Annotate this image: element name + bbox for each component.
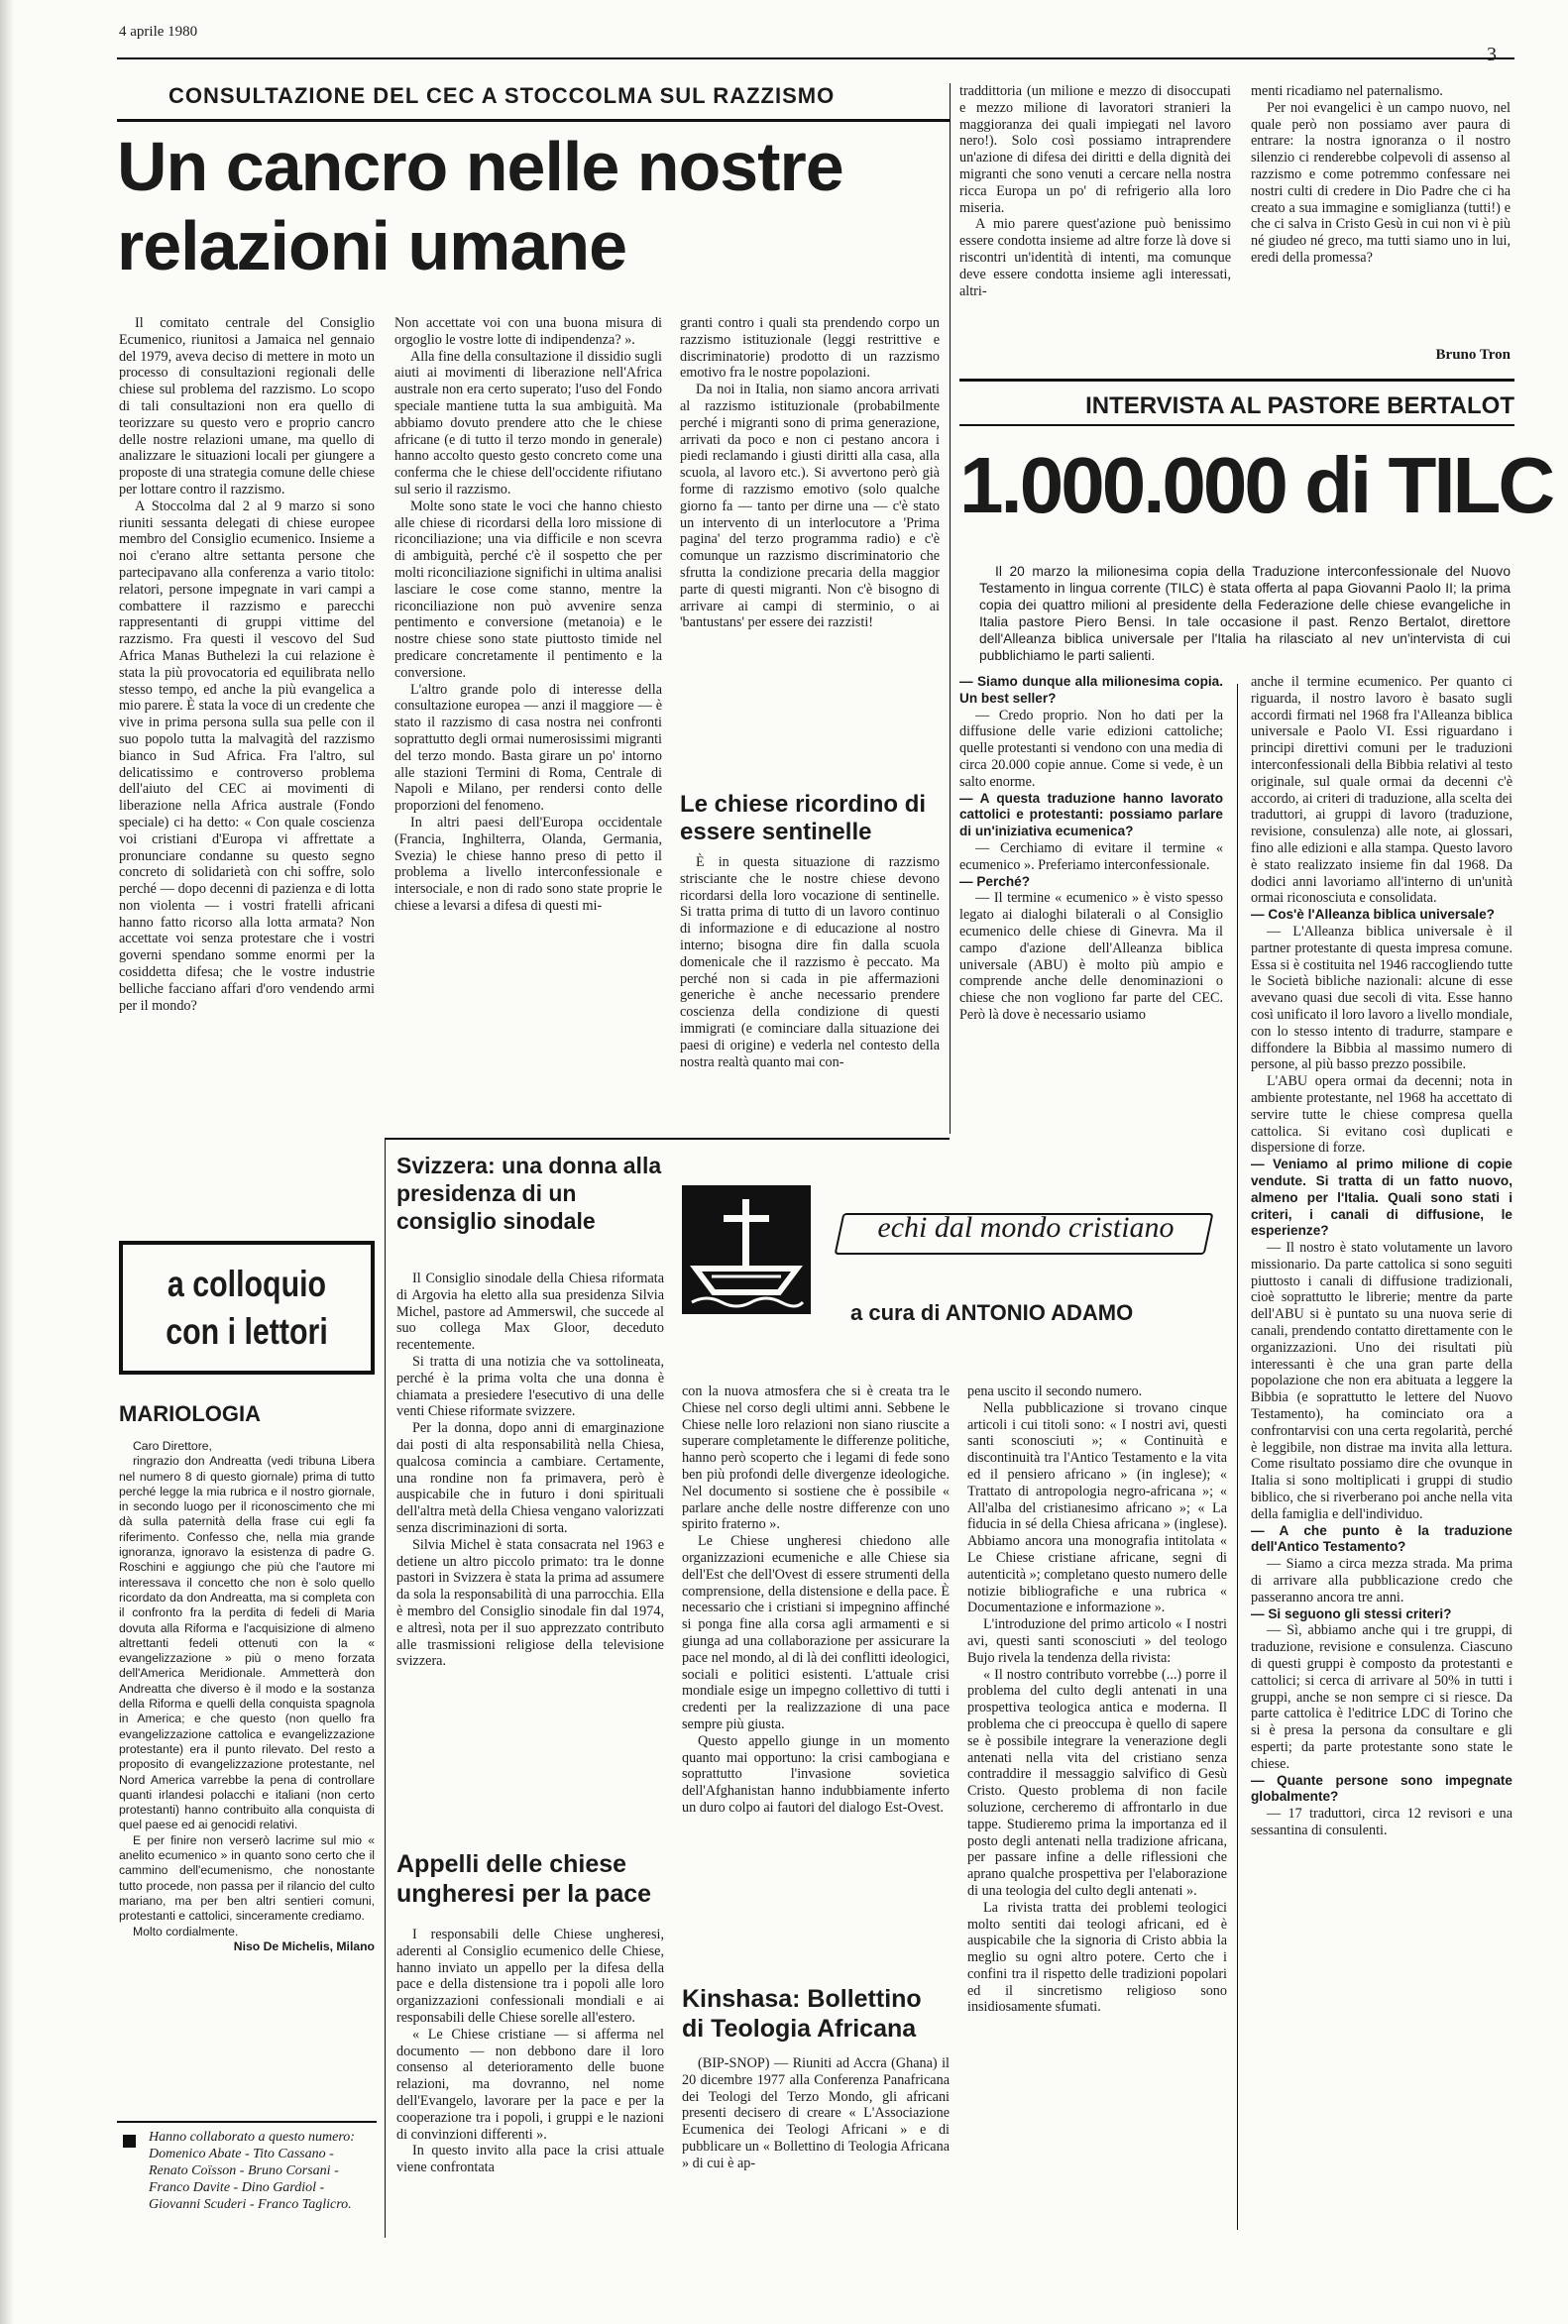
paragraph: L'altro grande polo di interesse della consultazione europea — anzi il maggiore — è stato il razzismo di casa nostra nei confronti soprattutto degli ormai numerosissimi migranti del terzo mondo. Basta girare un po' intorno alle stazioni Termini di Roma, Centrale di Napoli e Milano, per rendersi conto delle proporzioni del fenomeno. — [394, 681, 662, 815]
echi-title: echi dal mondo cristiano — [877, 1211, 1175, 1244]
closing: Molto cordialmente. — [133, 1924, 239, 1938]
intro-paragraph: Il 20 marzo la milionesima copia della Traduzione interconfessionale del Nuovo Testamento in lingua corrente (TILC) è stata offerta al papa Giovanni Paolo II; la prima copia dei quattro milioni al presidente della Federazione delle chiese evangeliche in Italia pastore Piero Bensi. In tale occasione il past. Renzo Bertalot, direttore dell'Alleanza biblica universale per l'Italia ha rilasciato al nev un'intervista di cui pubblichiamo le parti salienti. — [979, 564, 1511, 663]
answer: L'ABU opera ormai da decenni; nota in ambiente protestante, nel 1968 ha accettato di servire tutte le chiese compresa quella cattolica. Si evitano così duplicati e dispersione di forze. — [1251, 1073, 1512, 1157]
paragraph: In altri paesi dell'Europa occidentale (Francia, Inghilterra, Olanda, Germania, Svezia) le chiese hanno preso di petto il problema a livello interconfessionale e intersociale, e non di rado sono state proprie le chiese a levarsi a difesa di questi mi- — [394, 814, 662, 914]
paragraph: granti contro i quali sta prendendo corpo un razzismo istituzionale (leggi restrittive e discriminatorie) prodotto di un razzismo emotivo fra le nostre popolazioni. — [680, 315, 940, 382]
article-col-2 — [394, 315, 662, 915]
article-headline: Un cancro nelle nostre relazioni umane — [117, 128, 843, 284]
column-rule — [1237, 684, 1238, 2230]
question: — A questa traduzione hanno lavorato cattolici e protestanti: possiamo parlare di un'iniziativa ecumenica? — [959, 790, 1223, 839]
article-col-3 — [680, 315, 940, 631]
paragraph: In questo invito alla pace la crisi attuale viene confrontata — [396, 2143, 664, 2176]
question: — Veniamo al primo milione di copie vendute. Si tratta di un fatto nuovo, almeno per l'Italia. Quali sono stati i criteri, i canali di diffusione, le esperienze? — [1251, 1157, 1512, 1239]
svizzera-body — [396, 1271, 664, 1670]
kinshasa-col-1 — [682, 2055, 950, 2172]
paragraph: L'introduzione del primo articolo « I nostri avi, questi santi sconosciuti » del teologo Bujo rivela la tendenza della rivista: — [967, 1616, 1227, 1666]
lower-section-rule — [385, 1138, 950, 1140]
contributors-rule — [117, 2121, 377, 2123]
appelli-col-2 — [682, 1383, 950, 1817]
question: — Cos'è l'Alleanza biblica universale? — [1251, 907, 1495, 923]
paragraph: A mio parere quest'azione può benissimo essere condotta insieme ad altre forze là dove si riscontri un'identità di intenti, ma comunque deve essere condotta insieme agli interessati, altri- — [959, 216, 1231, 299]
article-author: Bruno Tron — [1435, 347, 1511, 363]
readers-box — [119, 1241, 375, 1375]
answer: — Il termine « ecumenico » è visto spesso legato ai dialoghi bilaterali o al Consiglio ecumenico delle chiese di Ginevra. Ma il campo d'azione dell'Alleanza biblica universale (ABU) è molto più ampio e comprende anche delle denominazioni o chiese che non vogliono far parte del CEC. Però là dove è necessario usiamo — [959, 890, 1223, 1023]
contributors-note: Hanno collaborato a questo numero: Domenico Abate - Tito Cassano - Renato Coïsson - Bruno Corsani - Franco Davite - Dino Gardiol - Giovanni Scuderi - Franco Taglicro. — [149, 2130, 355, 2212]
article-col-1 — [119, 315, 375, 1014]
paragraph: È in questa situazione di razzismo strisciante che le nostre chiese devono ricordarsi della loro vocazione di sentinelle. Si tratta prima di tutto di un lavoro continuo di informazione e di educazione al nostro interno; bisogna dire fin dalla scuola domenicale che il razzismo è peccato. Ma perché non si cada in pie affermazioni generiche è anche necessario prendere coscienza della condizione di questi immigrati (e cominciare dalla situazione dei paesi di origine) e vederla nel contesto della nostra realtà quanto mai con- — [680, 854, 940, 1070]
interview-intro — [979, 563, 1511, 664]
answer: — Cerchiamo di evitare il termine « ecumenico ». Preferiamo interconfessionale. — [959, 839, 1223, 873]
paragraph: menti ricadiamo nel paternalismo. — [1251, 83, 1443, 99]
paragraph: Il comitato centrale del Consiglio Ecumenico, riunitosi a Jamaica nel gennaio del 1979, aveva deciso di mettere in moto un processo di consultazioni regionali delle chiese sul problema del razzismo. Lo scopo di tali consultazioni non era quello di teorizzare su questo vero e proprio cancro delle nostre relazioni umane, ma quello di analizzare le situazioni locali per giungere a proposte di una strategia comune delle chiese per lottare contro il razzismo. — [119, 315, 375, 498]
article-col-3b — [680, 854, 940, 1070]
paragraph: E per finire non verserò lacrime sul mio « anelito ecumenico » in quanto sono certo che il cammino dell'ecumenismo, che nonostante tutto procede, non passa per il rilancio del culto mariano, ma per ben altri sentieri comuni, protestanti e cattolici, sinceramente crediamo. — [119, 1832, 375, 1924]
question: — Perché? — [959, 873, 1031, 889]
kinshasa-col-2 — [967, 1383, 1227, 2016]
paragraph: Nella pubblicazione si trovano cinque articoli i cui titoli sono: « I nostri avi, questi santi sconosciuti »; « Continuità e discontinuità tra l'Antico Testamento e la vita ed il pensiero africano » (in inglese); « Trattato di antropologia negro-africana »; « All'alba del cristianesimo africano »; « La fiducia in sé della Chiesa africana » (inglese). Abbiamo ancora una monografia intitolata « Le Chiese cristiane africane, segni di autenticità »; completano questo numero delle notizie bibliografiche e una rubrica « Documentazione e informazione ». — [967, 1399, 1227, 1616]
question: — Si seguono gli stessi criteri? — [1251, 1605, 1452, 1621]
paragraph: Non accettate voi con una buona misura di orgoglio le vostre lotte di indipendenza? ». — [394, 315, 662, 348]
question: — Siamo dunque alla milionesima copia. Un best seller? — [959, 674, 1223, 706]
paragraph: Le Chiese ungheresi chiedono alle organizzazioni ecumeniche e alle Chiese sia dell'Est che dell'Ovest di essere strumenti della comprensione, della distensione e della pace. È necessario che i cristiani si impegnino affinché si ponga fine alla corsa agli armamenti e si giunga ad una collaborazione per assicurare la pace nel mondo, al di là dei conflitti ideologici, sociali e politici esistenti. L'attuale crisi mondiale esige un impegno collettivo di tutti i credenti per la realizzazione di una pace sempre più giusta. — [682, 1533, 950, 1732]
paragraph: (BIP-SNOP) — Riuniti ad Accra (Ghana) il 20 dicembre 1977 alla Conferenza Panafricana dei Teologi del Terzo Mondo, gli africani presenti decisero di creare « L'Associazione Ecumenica dei Teologi Africani » e di pubblicare un « Bollettino di Teologia Africana » di cui è ap- — [682, 2055, 950, 2171]
paragraph: I responsabili delle Chiese ungheresi, aderenti al Consiglio ecumenico delle Chiese, hanno inviato un appello per la difesa della pace e della distensione tra i popoli alle loro organizzazioni confessionali mondiali e ai responsabili delle Chiese sorelle all'estero. — [396, 1927, 664, 2026]
kinshasa-headline: Kinshasa: Bollettino di Teologia Africana — [682, 1985, 922, 2043]
column-rule — [950, 83, 951, 1134]
page-number: 3 — [1487, 44, 1497, 65]
answer: — Sì, abbiamo anche qui i tre gruppi, di traduzione, revisione e consulenza. Ciascuno di questi gruppi è composto da protestanti e cattolici; si cerca di arrivare al 50% in tutti i gruppi, anche se non sempre ci si riesce. Da parte cattolica è l'editrice LDC di Torino che si è presa la persona da consultare e gli esperti; da parte protestante sono state le chiese. — [1251, 1622, 1512, 1772]
appelli-col-1 — [396, 1927, 664, 2176]
question: — Quante persone sono impegnate globalmente? — [1251, 1772, 1512, 1805]
paragraph: Per noi evangelici è un campo nuovo, nel quale però non possiamo aver paura di entrare: la nostra ignoranza o il nostro silenzio ci renderebbe colpevoli di assenso al razzismo e come potremmo confessare nei nostri culti di credere in Dio Padre che ci ha creato a sua immagine e somiglianza (tutti!) e che ci salva in Cristo Gesù in cui non vi è più né giudeo né greco, ma tutti siamo uno in lui, eredi della promessa? — [1251, 99, 1511, 266]
paragraph: Silvia Michel è stata consacrata nel 1963 e detiene un altro piccolo primato: tra le donne pastori in Svizzera è stata la prima ad assumere da sola la responsabilità di una parrocchia. Ella è membro del Consiglio sinodale fin dal 1974, e altresì, nota per il suo apprezzato contributo alle trasmissioni religiose della televisione svizzera. — [396, 1536, 664, 1670]
answer: — Siamo a circa mezza strada. Ma prima di arrivare alla pubblicazione credo che passeranno ancora tre anni. — [1251, 1556, 1512, 1605]
masthead-rule — [117, 57, 1514, 59]
letter-heading: MARIOLOGIA — [119, 1401, 261, 1426]
paragraph: con la nuova atmosfera che si è creata tra le Chiese nel corso degli ultimi anni. Sebbene le Chiese nelle loro relazioni non siano riuscite a superare completamente le differenze politiche, hanno però scoperto che i legami di fede sono ben più profondi delle divergenze ideologiche. Nel documento si sostiene che è possibile « parlare anche delle nostre differenze con uno spirito fraterno ». — [682, 1383, 950, 1533]
article-col-5 — [1251, 83, 1511, 267]
answer: — Credo proprio. Non ho dati per la diffusione delle varie edizioni cattoliche; quelle protestanti si vendono con una media di circa 20.000 copie annue. Come si vede, è un salto enorme. — [959, 707, 1223, 790]
paragraph: « Le Chiese cristiane — si afferma nel documento — non debbono dare il loro consenso al deterioramento delle buone relazioni, ma dovranno, nel nome dell'Evangelo, lavorare per la pace e per la cooperazione tra i popoli, i gruppi e le nazioni di convinzioni differenti ». — [396, 2026, 664, 2143]
paragraph: Questo appello giunge in un momento quanto mai opportuno: la crisi cambogiana e soprattutto l'invasione sovietica dell'Afghanistan hanno indubbiamente inferto un duro colpo ai fautori del dialogo Est-Ovest. — [682, 1732, 950, 1816]
svizzera-headline: Svizzera: una donna alla presidenza di un consiglio sinodale — [396, 1153, 662, 1234]
readers-box-title: a colloquio con i lettori — [166, 1264, 328, 1352]
paragraph: ringrazio don Andreatta (vedi tribuna Libera nel numero 8 di questo giornale) prima di tutto perché legge la mia rubrica e il nostro giornale, in secondo luogo per il riconoscimento che mi dà sulla paternità della frase cui egli fa riferimento. Confesso che, nella mia grande ignoranza, ignoravo la esistenza di padre G. Roschini e aggiungo che più che l'autore mi interessava il concetto che non è solo quello ricordato da don Andreatta, ma si completa con il confronto fra la perdita di fedeli di Maria dovuta alla Riforma e l'acquisizione di almeno altrettanti fedeli ottenuti con la « evangelizzazione » più o meno forzata dell'America Meridionale. Ammetterà don Andreatta che diverso è il modo e la sostanza della Riforma e quelli della conquista spagnola in America; e che questo (non quello fra evangelizzazione cattolica e evangelizzazione protestante) era il punto rilevato. Del resto a proposito di evangelizzazione protestante, nel Nord America varrebbe la pena di controllare quanti irlandesi polacchi e italiani (non certo protestanti) hanno contribuito alla conquista di quel paese ed ai genocidi relativi. — [119, 1454, 375, 1832]
paragraph: Per la donna, dopo anni di emarginazione dai posti di alta responsabilità nella Chiesa, qualcosa comincia a cambiare. Certamente, una rondine non fa primavera, però è auspicabile che in futuro i doni spirituali dell'altra metà della Chiesa vengano valorizzati senza discriminazioni di sorta. — [396, 1420, 664, 1536]
column-rule — [385, 1138, 386, 2238]
question: — A che punto è la traduzione dell'Antico Testamento? — [1251, 1522, 1512, 1555]
interview-kicker-rule — [959, 424, 1514, 426]
article-kicker: CONSULTAZIONE DEL CEC A STOCCOLMA SUL RAZZISMO — [168, 83, 836, 108]
paragraph: « Il nostro contributo vorrebbe (...) porre il problema del culto degli antenati in una prospettiva teologica antica e moderna. Il problema che ci preoccupa è quello di sapere se è possibile integrare la venerazione degli antenati nella vita del cristiano senza contraddire il messaggio salvifico di Gesù Cristo. Questo problema di non facile soluzione, cercheremo di affrontarlo in due tappe. Studieremo prima la importanza ed il posto degli antenati nella tradizione africana, per passare infine a delle riflessioni che aprano qualche prospettiva per l'elaborazione di una teologia del culto degli antenati ». — [967, 1666, 1227, 1899]
section-rule — [959, 379, 1514, 382]
bullet-square-icon — [123, 2135, 136, 2148]
interview-kicker: INTERVISTA AL PASTORE BERTALOT — [1085, 392, 1514, 419]
scan-edge — [0, 0, 14, 2324]
echi-byline: a cura di ANTONIO ADAMO — [850, 1300, 1134, 1325]
paragraph: Molte sono state le voci che hanno chiesto alle chiese di ricordarsi della loro missione di riconciliazione; una via difficile e non scevra di ambiguità, perché c'è il sospetto che per molti riconciliazione significhi in ultima analisi lasciare le cose come stanno, mentre la riconciliazione non può avvenire senza pentimento e conversione (metanoia) e le nostre chiese sono state piuttosto timide nel predicare concretamente il pentimento e la conversione. — [394, 498, 662, 681]
issue-date: 4 aprile 1980 — [119, 24, 198, 40]
answer: anche il termine ecumenico. Per quanto ci riguarda, il nostro lavoro è basato sugli accordi firmati nel 1968 fra l'Alleanza biblica universale e Paolo VI. Essi riguardano i principi direttivi comuni per le traduzioni interconfessionali della Bibbia relativi al testo originale, sul quale ormai da decenni c'è accordo, ai criteri di traduzione, alla scelta dei traduttori, ai gruppi di lavoro (traduzione, revisione, consulenza) alle note, ai glossari, fino alle edizioni e alla stampa. Questo lavoro è stato realizzato insieme fin dal 1968. Da dodici anni lavoriamo all'interno di un'unità ormai riconosciuta e consolidata. — [1251, 674, 1512, 907]
paragraph: Si tratta di una notizia che va sottolineata, perché è la prima volta che una donna è chiamata a presiedere l'esecutivo di una delle venti Chiese riformate svizzere. — [396, 1353, 664, 1420]
salutation: Caro Direttore, — [133, 1439, 212, 1453]
paragraph: La rivista tratta dei problemi teologici molto sentiti dai teologi africani, ed è auspicabile che la signoria di Cristo abbia la meglio su ogni altro potere. Certo che i confini tra il rispetto delle tradizioni popolari ed il sincretismo religioso sono insidiosamente sfumati. — [967, 1899, 1227, 2016]
interview-col-1 — [959, 674, 1223, 1024]
boat-cross-icon — [682, 1185, 811, 1314]
interview-col-2 — [1251, 674, 1512, 1839]
answer: — Il nostro è stato volutamente un lavoro missionario. Da parte cattolica si sono seguiti piuttosto i canali di diffusione tradizionali, cioè soprattutto le librerie; mentre da parte dell'ABU si è puntato su una nuova serie di canali, prendendo contatto direttamente con le organizzazioni. Uno dei risultati più interessanti è che una gran parte della popolazione che non era abituata a leggere la Bibbia (e soprattutto le lettere del Nuovo Testamento), ha cominciato ora a confrontarvisi con una certa regolarità, perché è leggibile, non distrae ma invita alla lettura. Come risultato possiamo dire che ovunque in Italia si sono moltiplicati i gruppi di studio biblico, che si riverberano poi anche nella vita della famiglia e dell'individuo. — [1251, 1240, 1512, 1522]
paragraph: Alla fine della consultazione il dissidio sugli aiuti ai movimenti di liberazione nell'Africa australe non era certo superato; l'uso del Fondo speciale mantiene tutta la sua ambiguità. Ma abbiamo dovuto prendere atto che le chiese africane (e di tutto il terzo mondo in generale) hanno accolto questo gesto concreto come una conferma che le chiese dell'occidente rifiutano sul serio il razzismo. — [394, 348, 662, 498]
answer: — L'Alleanza biblica universale è il partner protestante di questa impresa comune. Essa si è costituita nel 1946 raccogliendo tutte le Società bibliche nazionali: alcune di esse avevano quasi due secoli di vita. Esse hanno così unificato il loro lavoro a livello mondiale, con lo stesso intento di tradurre, stampare e diffondere la Bibbia al massimo numero di persone, al più basso prezzo possibile. — [1251, 923, 1512, 1073]
appelli-headline: Appelli delle chiese ungheresi per la pace — [396, 1850, 652, 1908]
article-subhead: Le chiese ricordino di essere sentinelle — [680, 791, 927, 845]
church-boat-logo — [682, 1185, 811, 1314]
answer: — 17 traduttori, circa 12 revisori e una sessantina di consulenti. — [1251, 1806, 1512, 1838]
article-col-4 — [959, 83, 1231, 299]
paragraph: Il Consiglio sinodale della Chiesa riformata di Argovia ha eletto alla sua presidenza Silvia Michel, pastore ad Ammerswil, che succede al suo collega Max Gloor, deceduto recentemente. — [396, 1271, 664, 1354]
interview-headline: 1.000.000 di TILC — [959, 441, 1553, 529]
kicker-rule — [117, 119, 950, 122]
signature: Niso De Michelis, Milano — [233, 1938, 375, 1953]
paragraph: traddittoria (un milione e mezzo di disoccupati e mezzo milione di lavoratori stranieri la maggioranza dei quali impiegati nel lavoro nero!). Solo così possiamo intraprendere un'azione di difesa dei diritti e della dignità dei migranti che sono venuti a cercare nella nostra ricca Europa un po' di refrigerio alla loro miseria. — [959, 83, 1231, 216]
paragraph: pena uscito il secondo numero. — [967, 1383, 1143, 1399]
paragraph: Da noi in Italia, non siamo ancora arrivati al razzismo istituzionale (probabilmente perché i migranti sono di prima generazione, arrivati da poco e non ci pestano ancora i piedi reclamando i giusti diritti alla casa, alla scuola, al lavoro etc.). Si avvertono però già forme di razzismo emotivo (solo qualche giorno fa — tanto per dirne una — c'è stato un intervento di un interlocutore a 'Prima pagina' del terzo programma radio) e c'è comunque un razzismo discriminatorio che sfrutta la condizione precaria della maggior parte di questi migranti. Non c'è bisogno di arrivare ai campi di sterminio, o ai 'bantustans' per essere dei razzisti! — [680, 382, 940, 631]
letter-body — [119, 1439, 375, 1954]
paragraph: A Stoccolma dal 2 al 9 marzo si sono riuniti sessanta delegati di chiese europee membro del Consiglio ecumenico. Insieme a noi c'erano altre settanta persone che partecipavano alla conferenza a vario titolo: relatori, persone impegnate in vari campi a combattere il razzismo e parecchi rappresentanti di gruppi vittime del razzismo. Fra questi il vescovo del Sud Africa Manas Buthelezi la cui relazione è stata la più provocatoria ed equilibrata nello stesso tempo, ed anche la più evangelica a mio parere. È stata la voce di un credente che vive in prima persona sulla sua pelle con il suo popolo tutta la malvagità del razzismo bianco in Sud Africa. Fra l'altro, sul delicatissimo e controverso problema dell'aiuto del CEC ai movimenti di liberazione nella Africa australe (Fondo speciale) ci ha detto: « Con quale coscienza voi cristiani d'Europa vi affrettate a pronunciare condanne su questo segno concreto di solidarietà con chi soffre, solo perché — dopo decenni di pazienza e di lotta non violenta — i vostri fratelli africani hanno fatto ricorso alla lotta armata? Non accettate voi senza protestare che i vostri governi spendano somme enormi per la cosiddetta difesa; che le vostre industrie belliche facciano affari d'oro vendendo armi per il mondo? — [119, 498, 375, 1014]
